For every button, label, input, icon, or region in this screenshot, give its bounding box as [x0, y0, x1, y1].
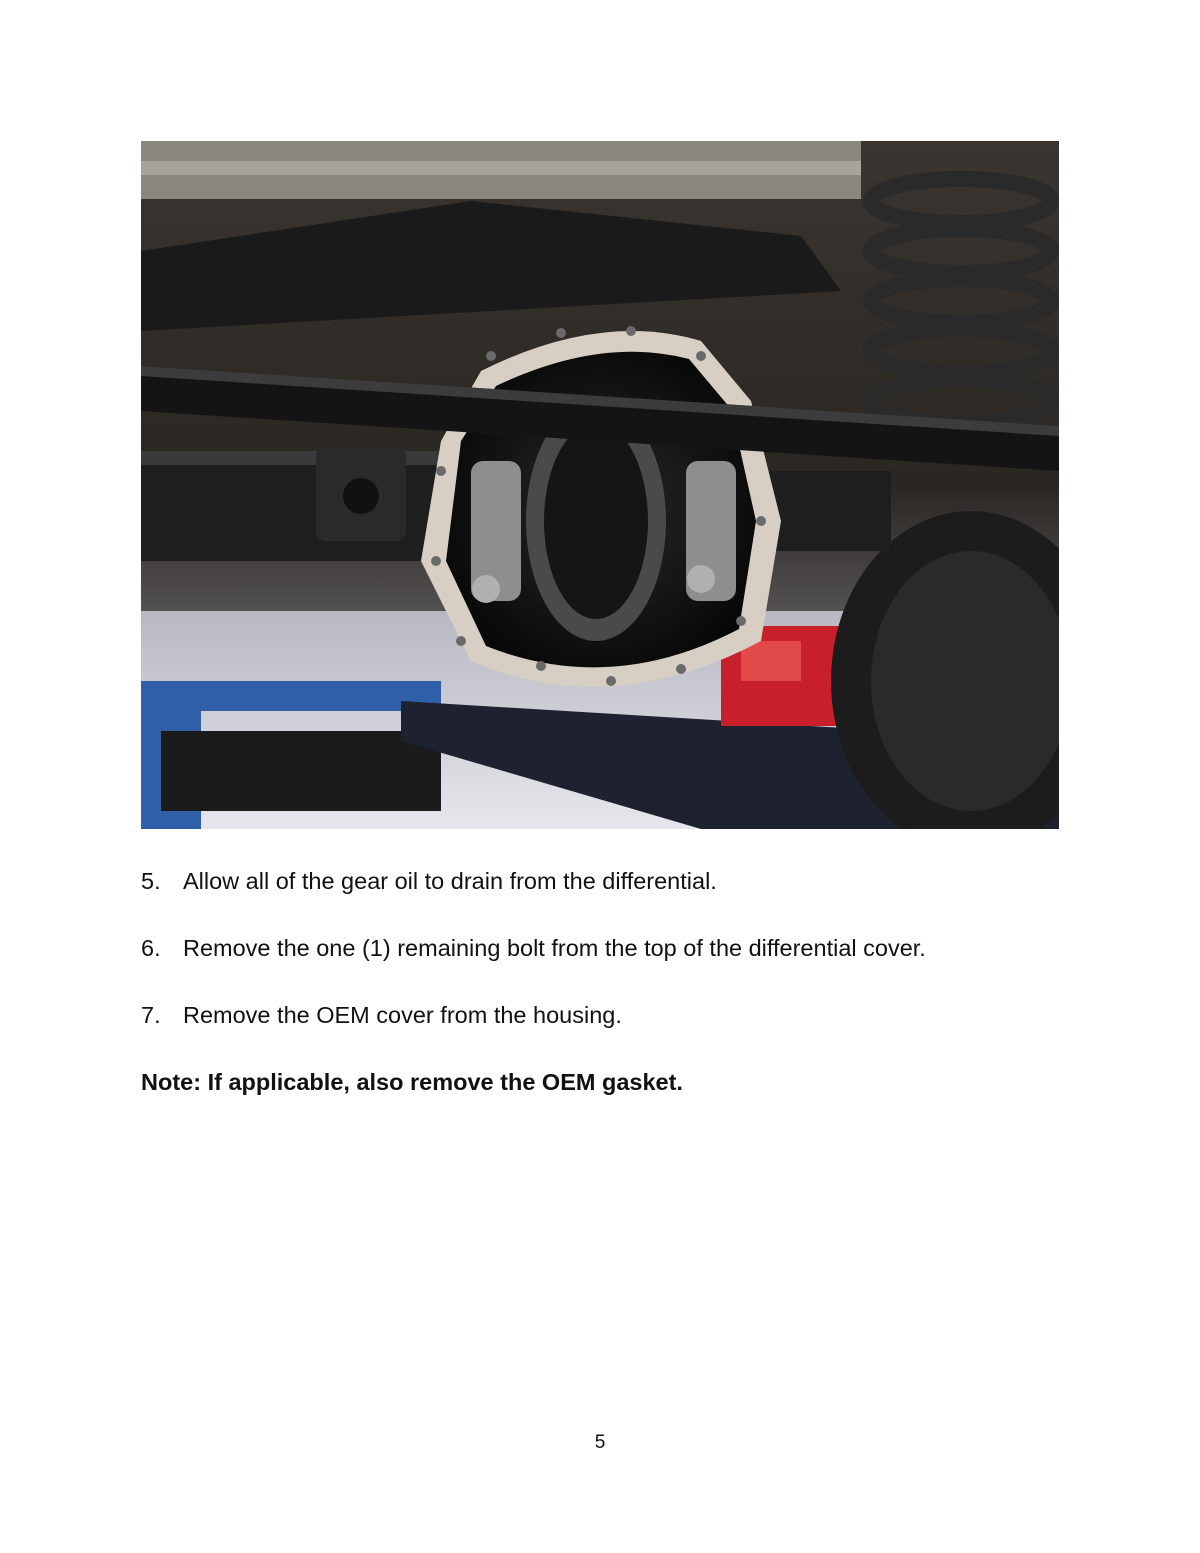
- step-text: Allow all of the gear oil to drain from the differential.: [183, 868, 717, 894]
- photo-differential-icon: [141, 141, 1059, 829]
- list-item: [141, 998, 1059, 1032]
- step-number: 5.: [141, 868, 161, 894]
- page-number: 5: [594, 1432, 606, 1453]
- note-text: Note: If applicable, also remove the OEM gasket.: [141, 1069, 683, 1095]
- step-text: Remove the one (1) remaining bolt from the top of the differential cover.: [183, 935, 926, 961]
- differential-photo: [141, 141, 1059, 829]
- step-number: 6.: [141, 935, 161, 961]
- step-text: Remove the OEM cover from the housing.: [183, 1002, 622, 1028]
- step-number: 7.: [141, 1002, 161, 1028]
- step-list: [141, 864, 1059, 1065]
- list-item: [141, 931, 1059, 965]
- list-item: [141, 864, 1059, 898]
